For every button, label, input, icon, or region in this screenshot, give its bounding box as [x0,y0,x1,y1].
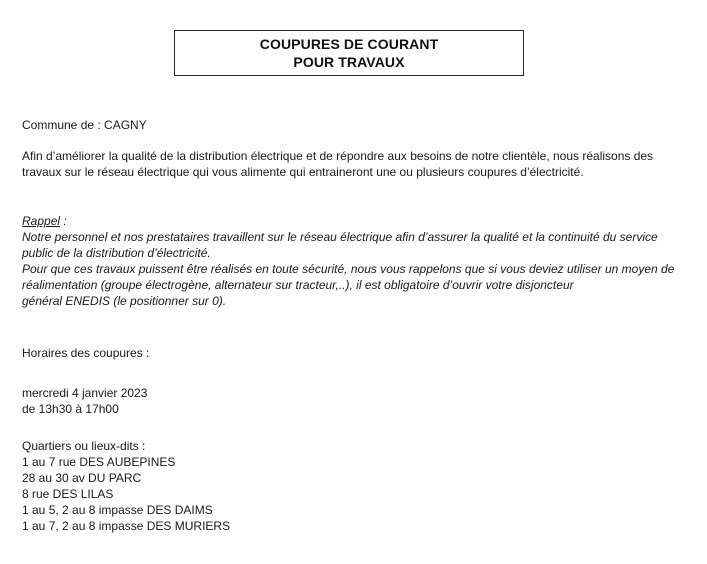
schedule-hours: de 13h30 à 17h00 [22,402,119,416]
rappel-line: public de la distribution d’électricité. [22,246,211,260]
quartier-item: 1 au 7, 2 au 8 impasse DES MURIERS [22,519,231,533]
horaires-section [22,345,690,361]
quartier-item: 28 au 30 av DU PARC [22,471,142,485]
quartier-item: 1 au 5, 2 au 8 impasse DES DAIMS [22,503,213,517]
title-line-1: COUPURES DE COURANT [259,36,439,52]
title-box [174,30,524,76]
rappel-section [22,213,690,309]
commune-line [22,117,690,133]
rappel-line: Notre personnel et nos prestataires travaillent sur le réseau électrique afin d’assurer la qualité et la continuité du service [22,230,658,244]
schedule-block [22,385,690,417]
rappel-heading [22,213,690,229]
quartier-item: 8 rue DES LILAS [22,487,114,501]
intro-paragraph [22,148,690,180]
quartiers-label: Quartiers ou lieux-dits : [22,439,146,453]
rappel-line: général ENEDIS (le positionner sur 0). [22,294,227,308]
intro-line: travaux sur le réseau électrique qui vous alimente qui entraineront une ou plusieurs coupures d’électricité. [22,165,584,179]
rappel-line: Pour que ces travaux puissent être réalisés en toute sécurité, nous vous rappelons que si vous deviez utiliser un moyen de [22,262,675,276]
schedule-date: mercredi 4 janvier 2023 [22,386,148,400]
intro-line: Afin d’améliorer la qualité de la distribution électrique et de répondre aux besoins de notre clientèle, nous réalisons des [22,149,654,163]
quartier-item: 1 au 7 rue DES AUBEPINES [22,455,176,469]
commune-text: Commune de : CAGNY [22,118,147,132]
title-line-2: POUR TRAVAUX [293,54,405,70]
rappel-title-suffix: : [60,214,67,228]
rappel-line: réalimentation (groupe électrogène, alternateur sur tracteur,..), il est obligatoire d’ouvrir votre disjoncteur [22,278,574,292]
rappel-title: Rappel [22,214,61,228]
horaires-label: Horaires des coupures : [22,346,150,360]
quartiers-section [22,438,690,534]
